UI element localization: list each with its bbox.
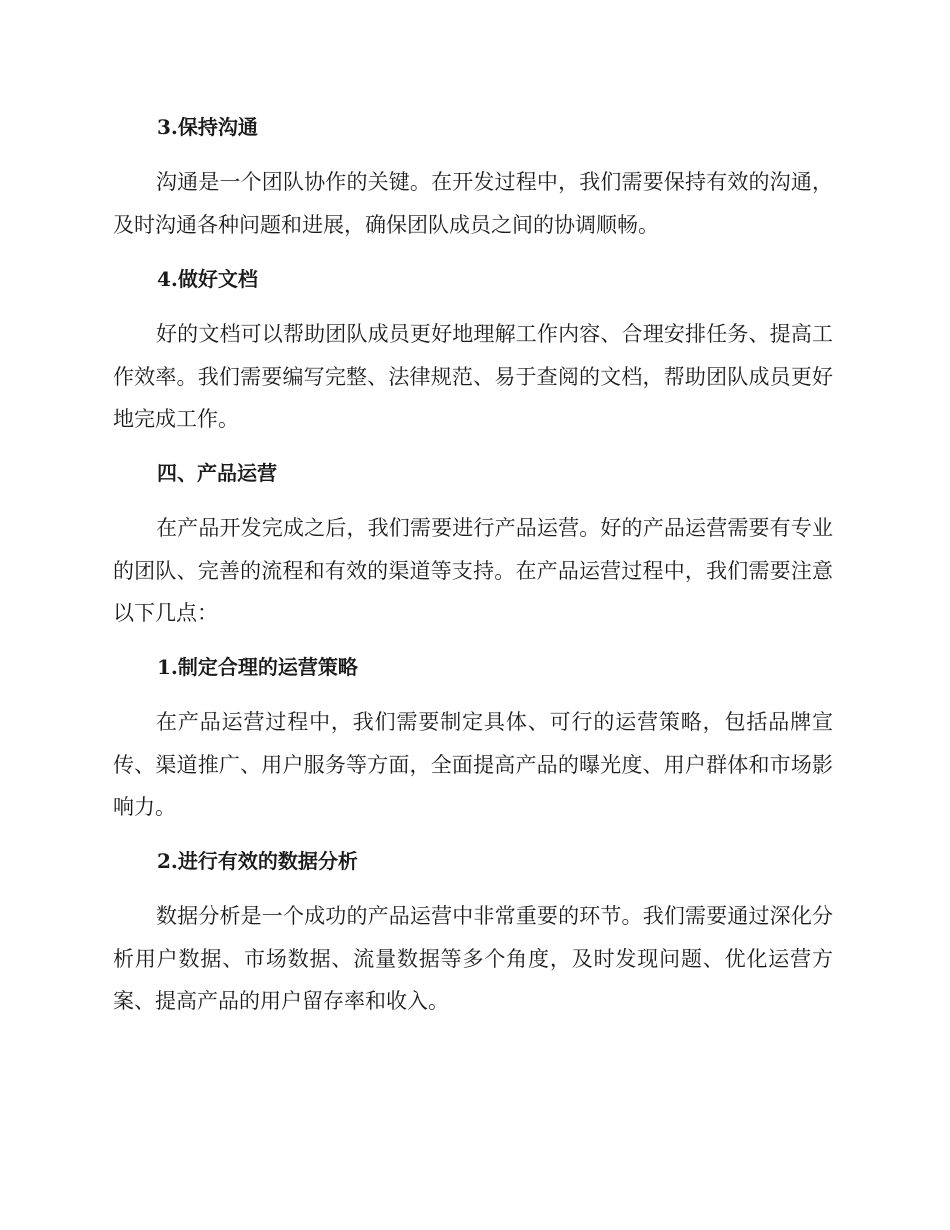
section-heading-product-operation: 四、产品运营 — [157, 461, 277, 485]
paragraph-product-operation: 在产品开发完成之后，我们需要进行产品运营。好的产品运营需要有专业的团队、完善的流程和有效的渠道等支持。在产品运营过程中，我们需要注意以下几点： — [113, 516, 833, 625]
paragraph-documentation: 好的文档可以帮助团队成员更好地理解工作内容、合理安排任务、提高工作效率。我们需要编写完整、法律规范、易于查阅的文档，帮助团队成员更好地完成工作。 — [113, 322, 833, 431]
section-heading-data-analysis: 2.进行有效的数据分析 — [157, 849, 358, 873]
section-heading-keep-communication: 3.保持沟通 — [157, 115, 258, 139]
paragraph-data-analysis: 数据分析是一个成功的产品运营中非常重要的环节。我们需要通过深化分析用户数据、市场数据、流量数据等多个角度，及时发现问题、优化运营方案、提高产品的用户留存率和收入。 — [113, 904, 833, 1013]
section-heading-operation-strategy: 1.制定合理的运营策略 — [157, 655, 358, 679]
paragraph-operation-strategy: 在产品运营过程中，我们需要制定具体、可行的运营策略，包括品牌宣传、渠道推广、用户服务等方面，全面提高产品的曝光度、用户群体和市场影响力。 — [113, 710, 833, 819]
paragraph-communication: 沟通是一个团队协作的关键。在开发过程中，我们需要保持有效的沟通，及时沟通各种问题和进展，确保团队成员之间的协调顺畅。 — [113, 170, 833, 237]
section-heading-documentation: 4.做好文档 — [157, 267, 258, 291]
